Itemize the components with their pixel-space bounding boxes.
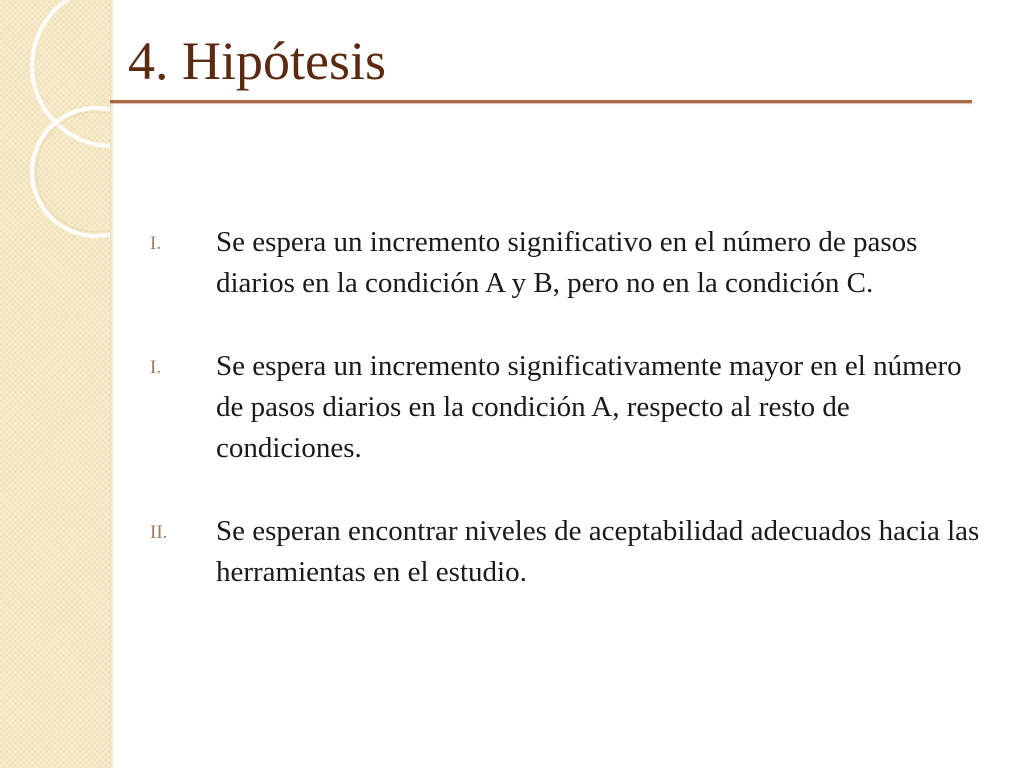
hypothesis-text: Se espera un incremento significativo en el número de pasos diarios en la condición A y B, pero no en la condición C. bbox=[216, 226, 918, 299]
slide-title: 4. Hipótesis bbox=[128, 31, 387, 91]
decorative-side-panel bbox=[0, 0, 110, 768]
hypothesis-item bbox=[150, 346, 990, 469]
list-marker: II. bbox=[150, 522, 168, 543]
panel-edge bbox=[110, 0, 114, 768]
hypothesis-list bbox=[150, 222, 990, 635]
decorative-circles-icon bbox=[0, 0, 110, 768]
list-marker: I. bbox=[150, 233, 162, 254]
hypothesis-item bbox=[150, 511, 990, 593]
hypothesis-item bbox=[150, 222, 990, 304]
hypothesis-text: Se esperan encontrar niveles de aceptabilidad adecuados hacia las herramientas en el estudio. bbox=[216, 515, 980, 588]
title-underline bbox=[110, 100, 972, 103]
hypothesis-text: Se espera un incremento significativamente mayor en el número de pasos diarios en la condición A, respecto al resto de condiciones. bbox=[216, 350, 962, 464]
list-marker: I. bbox=[150, 357, 162, 378]
